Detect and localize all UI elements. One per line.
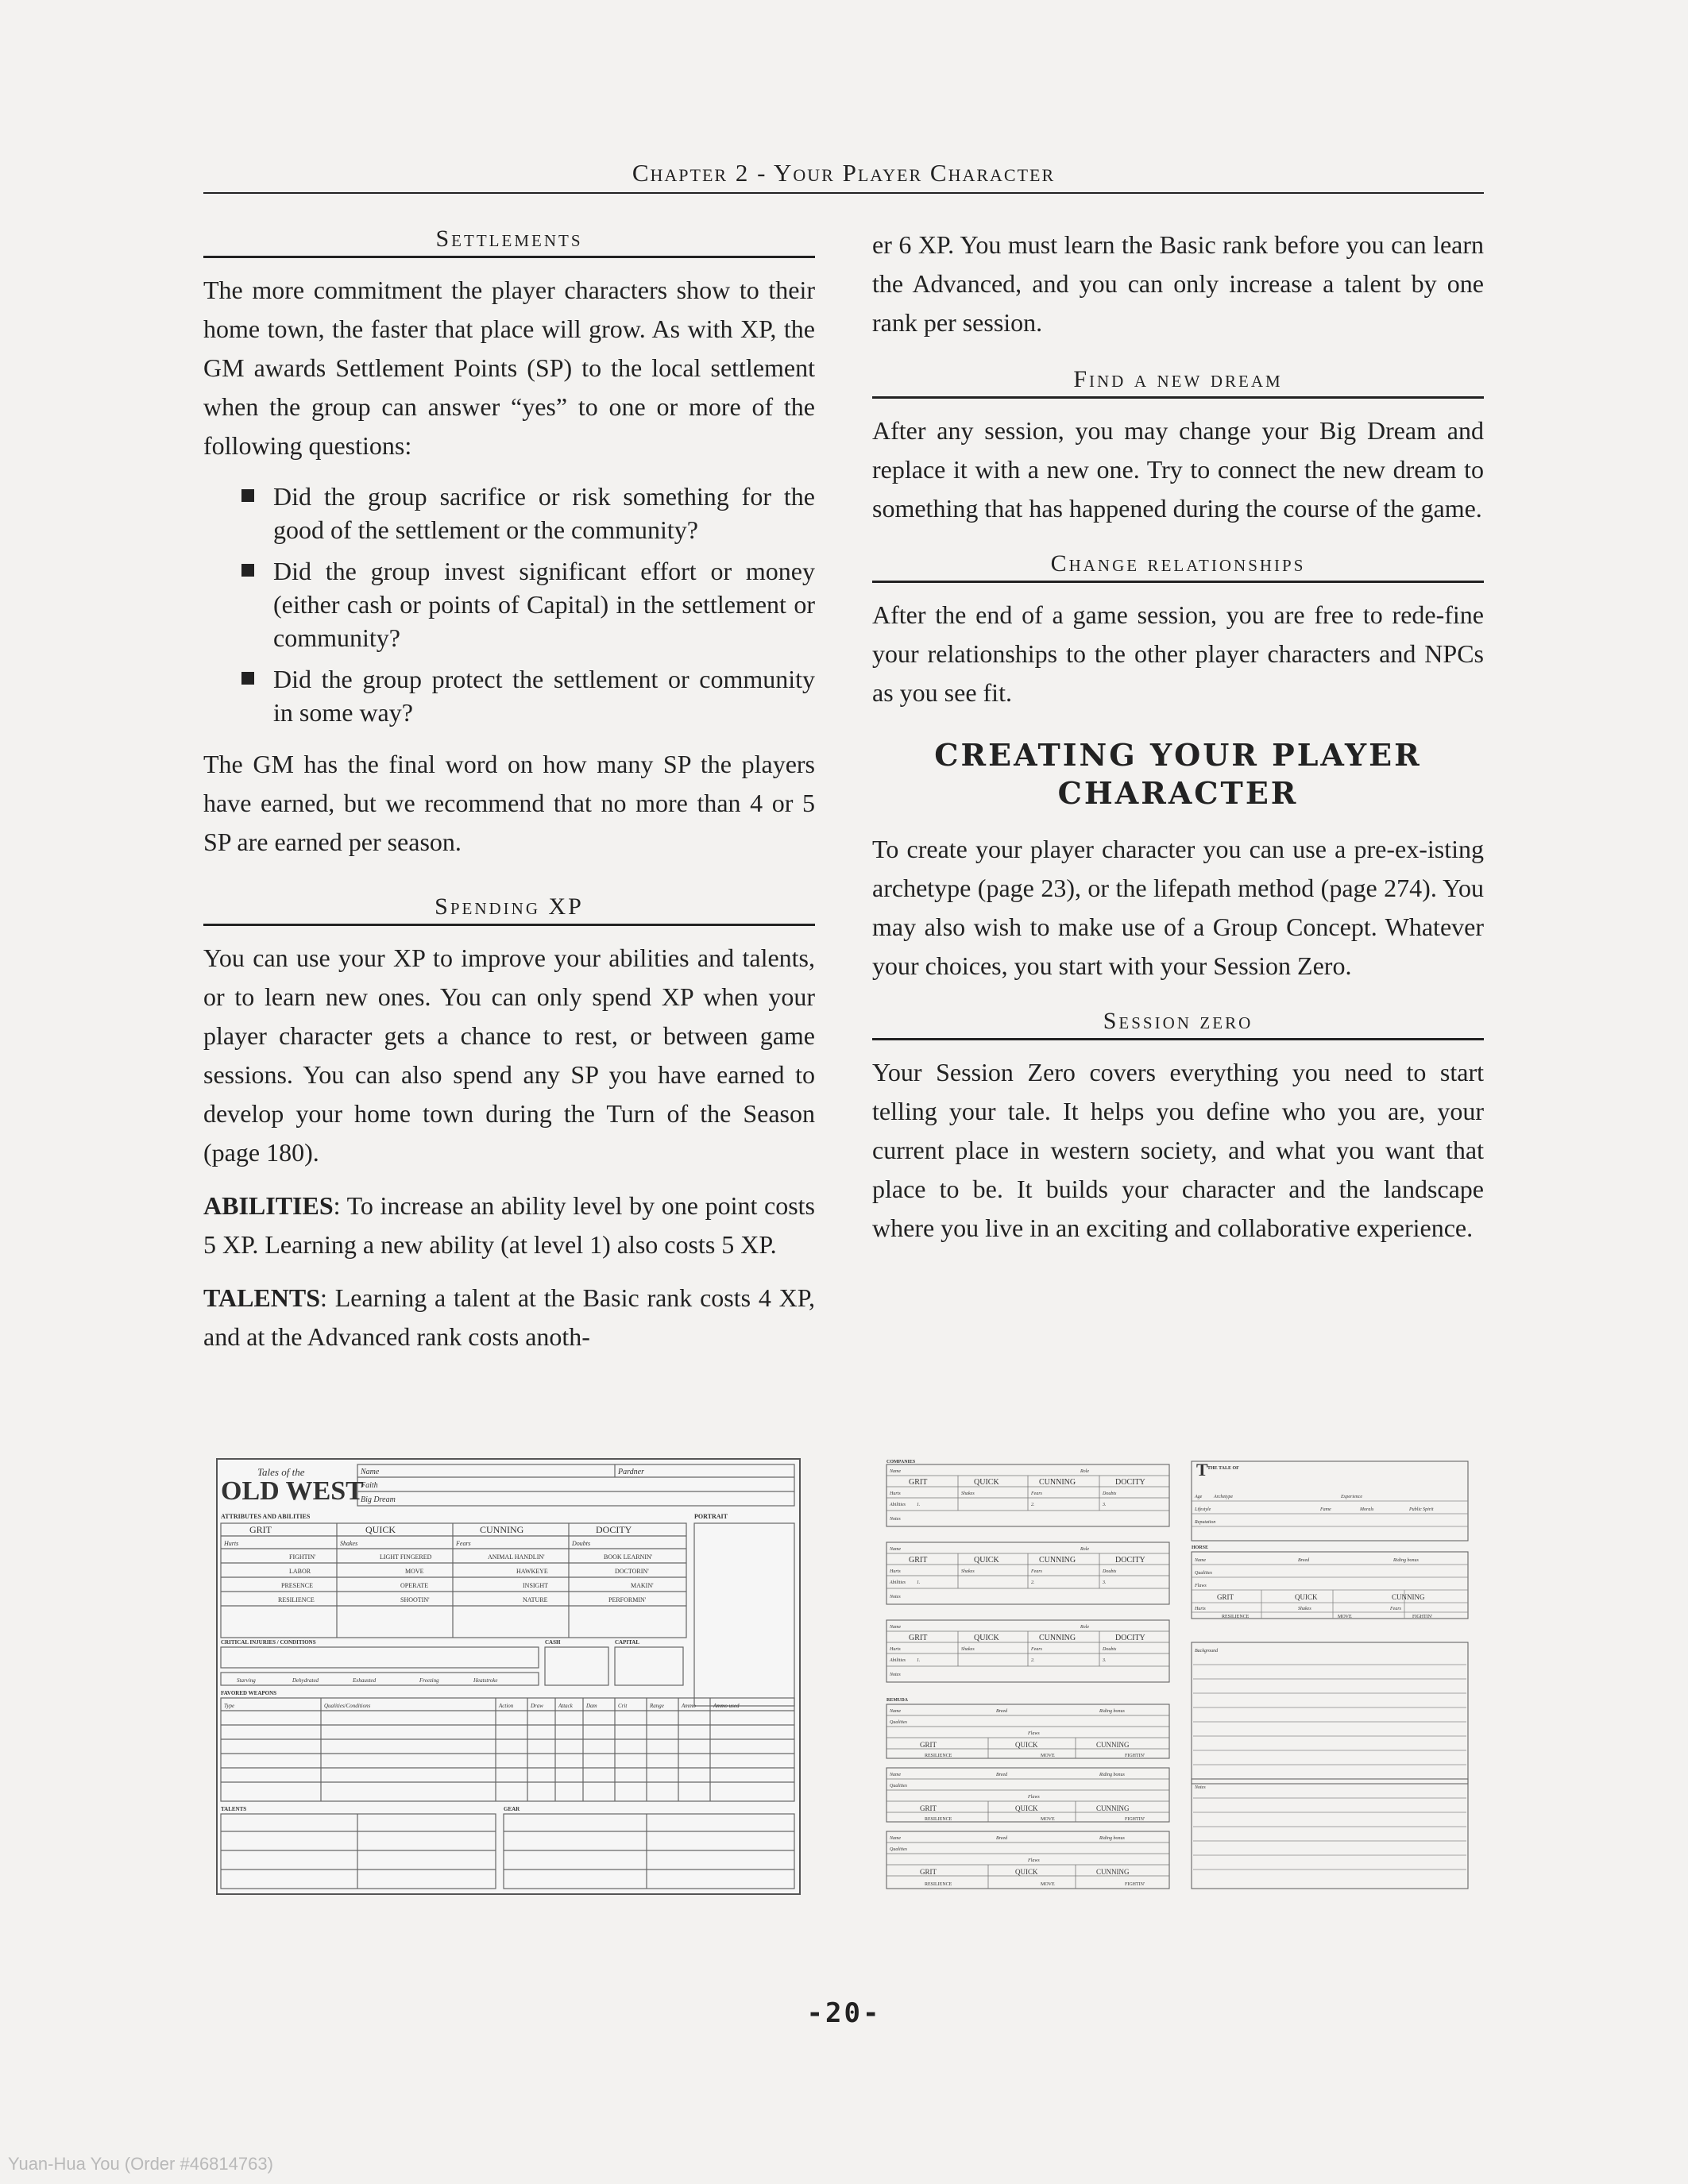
creating-character-body: To create your player character you can use a pre-ex-isting archetype (page 23), or the lifepath method (page 274). You may also wish to make use of a Group Concept. Whatever your choices, you start with your Session Zero. <box>872 835 1484 980</box>
sheet-field-label: Pardner <box>618 1468 644 1476</box>
sheet-ability: NATURE <box>523 1596 548 1603</box>
sheet-condition: Heatstroke <box>473 1677 498 1684</box>
list-item: Did the group invest significant effort or money (either cash or points of Capital) in the settlement or community? <box>241 554 815 654</box>
list-item: Did the group protect the settlement or community in some way? <box>241 662 815 729</box>
sheet-section-label: PORTRAIT <box>694 1513 728 1520</box>
companion-attribute: QUICK <box>974 1634 999 1642</box>
settlements-closing: The GM has the final word on how many SP the players have earned, but we recommend that no more than 4 or 5 SP are earned per season. <box>203 750 815 856</box>
tale-ability: MOVE <box>1338 1615 1352 1619</box>
horse-attribute: QUICK <box>1015 1804 1038 1812</box>
companion-notes-label: Notes <box>890 1673 901 1677</box>
order-watermark: Yuan-Hua You (Order #46814763) <box>8 2154 273 2174</box>
talents-paragraph <box>203 1279 815 1356</box>
companion-attribute: QUICK <box>974 1478 999 1487</box>
remuda-label: REMUDA <box>886 1698 908 1703</box>
companion-attr-sub: Doubts <box>1103 1491 1117 1496</box>
horse-ability: FIGHTIN' <box>1125 1754 1145 1758</box>
chapter-title: Chapter 2 - Your Player Character <box>632 159 1056 187</box>
find-dream-heading: Find a new dream <box>872 366 1484 399</box>
companion-notes-label: Notes <box>890 1595 901 1599</box>
companion-role-label: Role <box>1080 1469 1089 1474</box>
companion-ability-num: 2. <box>1031 1658 1035 1663</box>
companion-notes-label: Notes <box>890 1517 901 1522</box>
companion-attribute: GRIT <box>909 1556 928 1565</box>
session-zero-body: Your Session Zero covers everything you need to start telling your tale. It helps you define who you are, your current place in western society, and what you want that place to be. It builds your character and the landscape where you live in an exciting and collaborative experience. <box>872 1058 1484 1242</box>
tale-field-label: Age <box>1195 1495 1203 1499</box>
companion-attr-sub: Hurts <box>890 1491 901 1496</box>
sheet-section-label: CAPITAL <box>615 1639 639 1646</box>
talents-label: TALENTS <box>203 1283 321 1312</box>
companion-attr-sub: Fears <box>1031 1647 1042 1652</box>
sheet-ability: LABOR <box>289 1568 311 1575</box>
sheet-field-label: Name <box>361 1468 380 1476</box>
sheet-attr-sub: Fears <box>456 1540 471 1547</box>
page-number: -20- <box>806 1997 882 2029</box>
horse-riding-bonus-label: Riding bonus <box>1099 1709 1125 1714</box>
abilities-paragraph <box>203 1187 815 1264</box>
left-column <box>203 226 815 1371</box>
square-bullet-icon <box>241 672 254 685</box>
companion-ability-num: 3. <box>1103 1503 1107 1507</box>
sheet-attr-sub: Doubts <box>572 1540 591 1547</box>
horse-riding-bonus-label: Riding bonus <box>1099 1773 1125 1777</box>
tale-field-label: Morals <box>1360 1507 1374 1512</box>
tale-horse-field: Riding bonus <box>1393 1558 1419 1563</box>
horse-breed-label: Breed <box>996 1836 1008 1841</box>
companion-role-label: Role <box>1080 1625 1089 1630</box>
sheet-weapon-col: Range <box>650 1703 664 1709</box>
horse-name-label: Name <box>890 1836 901 1841</box>
companion-attribute: CUNNING <box>1039 1556 1076 1565</box>
tale-sheet-drawing <box>1190 1457 1470 1892</box>
sheet-ability: FIGHTIN' <box>289 1553 316 1561</box>
companion-attr-sub: Fears <box>1031 1491 1042 1496</box>
abilities-label: ABILITIES <box>203 1191 334 1220</box>
companion-ability-num: 1. <box>917 1658 921 1663</box>
sheet-ability: RESILIENCE <box>278 1596 315 1603</box>
horse-attribute: QUICK <box>1015 1741 1038 1749</box>
companion-attr-sub: Fears <box>1031 1569 1042 1574</box>
sheet-ability: DOCTORIN' <box>615 1568 649 1575</box>
companion-attr-sub: Shakes <box>961 1491 975 1496</box>
sheet-field-label: Faith <box>361 1481 378 1490</box>
companion-attr-sub: Doubts <box>1103 1569 1117 1574</box>
tale-field-label: Archetype <box>1214 1495 1234 1499</box>
right-column <box>872 226 1484 1262</box>
list-item: Did the group sacrifice or risk something for the good of the settlement or the community? <box>241 480 815 546</box>
sheet-condition: Dehydrated <box>292 1677 319 1684</box>
change-relationships-heading: Change relationships <box>872 550 1484 583</box>
companion-abilities-label: Abilities <box>890 1658 906 1663</box>
horse-breed-label: Breed <box>996 1773 1008 1777</box>
companion-ability-num: 2. <box>1031 1503 1035 1507</box>
sheet-condition: Freezing <box>419 1677 439 1684</box>
sheet-attribute: GRIT <box>249 1524 272 1535</box>
sheet-section-label: CASH <box>545 1639 561 1646</box>
talents-text: : Learning a talent at the Basic rank costs 4 XP, and at the Advanced rank costs anoth- <box>203 1283 815 1351</box>
horse-name-label: Name <box>890 1709 901 1714</box>
companion-attr-sub: Doubts <box>1103 1647 1117 1652</box>
tale-attribute: GRIT <box>1217 1593 1234 1601</box>
chapter-header <box>203 159 1484 194</box>
horse-attribute: CUNNING <box>1096 1868 1130 1876</box>
abilities-text: : To increase an ability level by one point costs 5 XP. Learning a new ability (at level 1) also costs 5 XP. <box>203 1191 815 1259</box>
tale-ability: RESILIENCE <box>1222 1615 1250 1619</box>
horse-attribute: CUNNING <box>1096 1804 1130 1812</box>
companion-attribute: GRIT <box>909 1634 928 1642</box>
sheet-ability: BOOK LEARNIN' <box>604 1553 653 1561</box>
settlement-questions-list <box>203 480 815 729</box>
tale-field-label: Reputation <box>1195 1520 1216 1525</box>
horse-qualities-label: Qualities <box>890 1784 907 1788</box>
companion-abilities-label: Abilities <box>890 1503 906 1507</box>
tale-field-label: Lifestyle <box>1195 1507 1211 1512</box>
tale-attribute: QUICK <box>1295 1593 1318 1601</box>
horse-ability: RESILIENCE <box>925 1754 952 1758</box>
companion-abilities-label: Abilities <box>890 1580 906 1585</box>
companion-attribute: DOCITY <box>1115 1634 1145 1642</box>
sheet-attribute: QUICK <box>365 1524 396 1535</box>
sheet-condition: Exhausted <box>353 1677 377 1684</box>
horse-ability: RESILIENCE <box>925 1882 952 1887</box>
companion-ability-num: 3. <box>1103 1580 1107 1585</box>
tale-horse-field: Breed <box>1298 1558 1310 1563</box>
sheet-attr-sub: Shakes <box>340 1540 358 1547</box>
spending-xp-body: You can use your XP to improve your abilities and talents, or to learn new ones. You can only spend XP when your player character gets a chance to rest, or between game sessions. You can also spend any SP you have earned to develop your home town during the Turn of the Season (page 180). <box>203 943 815 1167</box>
sheet-weapon-col: Dam <box>586 1703 597 1709</box>
tale-field-label: Experience <box>1341 1495 1362 1499</box>
sheet-weapon-col: Attack <box>558 1703 573 1709</box>
tale-attr-sub: Fears <box>1390 1607 1401 1611</box>
tale-horse-field: Flaws <box>1195 1584 1207 1588</box>
horse-ability: MOVE <box>1041 1882 1055 1887</box>
settlements-intro: The more commitment the player characters show to their home town, the faster that place will grow. As with XP, the GM awards Settlement Points (SP) to the local settlement when the group can answer “yes” to one or more of the following questions: <box>203 276 815 460</box>
horse-attribute: GRIT <box>920 1868 937 1876</box>
sheet-ability: INSIGHT <box>523 1582 548 1589</box>
companion-name-label: Name <box>890 1625 901 1630</box>
companion-ability-num: 1. <box>917 1580 921 1585</box>
companion-attr-sub: Shakes <box>961 1569 975 1574</box>
tale-drop-cap-icon: T <box>1196 1460 1208 1480</box>
companion-ability-num: 2. <box>1031 1580 1035 1585</box>
horse-ability: FIGHTIN' <box>1125 1817 1145 1822</box>
creating-character-heading: CREATING YOUR PLAYER CHARACTER <box>934 737 1422 811</box>
sheet-weapon-col: Draw <box>531 1703 543 1709</box>
sheet-section-label: TALENTS <box>221 1806 247 1812</box>
sheet-ability: OPERATE <box>400 1582 429 1589</box>
sheet-ability: PRESENCE <box>281 1582 314 1589</box>
sheet-weapon-col: Type <box>224 1703 235 1709</box>
character-sheet-drawing <box>218 1460 799 1893</box>
sheet-ability: HAWKEYE <box>516 1568 548 1575</box>
sheet-logo: OLD WEST <box>221 1476 364 1506</box>
tale-horse-field: Name <box>1195 1558 1206 1563</box>
tale-horse-label: HORSE <box>1192 1545 1209 1550</box>
sheet-weapon-col: Ammo <box>682 1703 696 1709</box>
sheet-weapon-col: Crit <box>618 1703 628 1709</box>
companion-attribute: GRIT <box>909 1478 928 1487</box>
sheet-ability: MAKIN' <box>631 1582 654 1589</box>
character-sheet-image <box>216 1458 801 1895</box>
sheet-attr-sub: Hurts <box>224 1540 239 1547</box>
sheet-ability: LIGHT FINGERED <box>380 1553 432 1561</box>
companion-attr-sub: Hurts <box>890 1647 901 1652</box>
sheet-section-label: CRITICAL INJURIES / CONDITIONS <box>221 1639 316 1646</box>
tale-ability: FIGHTIN' <box>1412 1615 1433 1619</box>
horse-flaws-label: Flaws <box>1028 1858 1040 1863</box>
tale-sheet-image <box>1190 1457 1470 1892</box>
horse-qualities-label: Qualities <box>890 1847 907 1852</box>
sheet-ability: SHOOTIN' <box>400 1596 430 1603</box>
sheet-weapon-col: Qualities/Conditions <box>324 1703 371 1709</box>
sheet-logo-small: Tales of the <box>257 1466 305 1478</box>
spending-xp-heading: Spending XP <box>203 893 815 926</box>
horse-breed-label: Breed <box>996 1709 1008 1714</box>
square-bullet-icon <box>241 564 254 577</box>
sheet-attribute: DOCITY <box>596 1524 632 1535</box>
tale-title-label: THE TALE OF <box>1207 1466 1239 1471</box>
sheet-ability: PERFORMIN' <box>608 1596 647 1603</box>
sheet-ability: ANIMAL HANDLIN' <box>488 1553 545 1561</box>
companion-role-label: Role <box>1080 1547 1089 1552</box>
sheet-section-label: FAVORED WEAPONS <box>221 1690 277 1696</box>
sheet-section-label: GEAR <box>504 1806 520 1812</box>
session-zero-heading: Session zero <box>872 1008 1484 1040</box>
find-dream-body: After any session, you may change your Big Dream and replace it with a new one. Try to connect the new dream to something that has happened during the course of the game. <box>872 416 1484 523</box>
sheet-weapon-col: Action <box>499 1703 514 1709</box>
tale-field-label: Public Spirit <box>1409 1507 1434 1512</box>
companion-attr-sub: Shakes <box>961 1647 975 1652</box>
companion-attribute: CUNNING <box>1039 1634 1076 1642</box>
horse-attribute: GRIT <box>920 1741 937 1749</box>
companion-ability-num: 3. <box>1103 1658 1107 1663</box>
companion-attribute: DOCITY <box>1115 1556 1145 1565</box>
sheet-section-label: ATTRIBUTES AND ABILITIES <box>221 1513 311 1520</box>
horse-attribute: CUNNING <box>1096 1741 1130 1749</box>
companion-attribute: QUICK <box>974 1556 999 1565</box>
tale-notes-label: Notes <box>1195 1785 1206 1790</box>
horse-ability: RESILIENCE <box>925 1817 952 1822</box>
companies-sheet-drawing <box>885 1457 1171 1892</box>
companies-label: COMPANIES <box>886 1460 916 1464</box>
sheet-attribute: CUNNING <box>480 1524 524 1535</box>
horse-attribute: GRIT <box>920 1804 937 1812</box>
companion-ability-num: 1. <box>917 1503 921 1507</box>
settlements-heading: Settlements <box>203 226 815 258</box>
sheet-condition: Starving <box>237 1677 256 1684</box>
tale-attribute: CUNNING <box>1392 1593 1425 1601</box>
sheet-field-label: Big Dream <box>361 1495 396 1504</box>
square-bullet-icon <box>241 489 254 502</box>
horse-ability: MOVE <box>1041 1817 1055 1822</box>
horse-attribute: QUICK <box>1015 1868 1038 1876</box>
horse-flaws-label: Flaws <box>1028 1795 1040 1800</box>
horse-flaws-label: Flaws <box>1028 1731 1040 1736</box>
talents-continuation: er 6 XP. You must learn the Basic rank before you can learn the Advanced, and you can only increase a talent by one rank per session. <box>872 230 1484 337</box>
companies-sheet-image <box>885 1457 1171 1892</box>
tale-background-label: Background <box>1195 1649 1219 1653</box>
tale-field-label: Fame <box>1320 1507 1331 1512</box>
tale-horse-field: Qualities <box>1195 1571 1212 1576</box>
change-relationships-body: After the end of a game session, you are free to rede-fine your relationships to the other player characters and NPCs as you see fit. <box>872 600 1484 707</box>
companion-attr-sub: Hurts <box>890 1569 901 1574</box>
tale-attr-sub: Shakes <box>1298 1607 1311 1611</box>
sheet-weapon-col: Ammo used <box>713 1703 740 1709</box>
horse-riding-bonus-label: Riding bonus <box>1099 1836 1125 1841</box>
horse-qualities-label: Qualities <box>890 1720 907 1725</box>
horse-name-label: Name <box>890 1773 901 1777</box>
companion-name-label: Name <box>890 1547 901 1552</box>
tale-attr-sub: Hurts <box>1195 1607 1206 1611</box>
companion-attribute: CUNNING <box>1039 1478 1076 1487</box>
horse-ability: FIGHTIN' <box>1125 1882 1145 1887</box>
sheet-ability: MOVE <box>405 1568 424 1575</box>
horse-ability: MOVE <box>1041 1754 1055 1758</box>
companion-attribute: DOCITY <box>1115 1478 1145 1487</box>
companion-name-label: Name <box>890 1469 901 1474</box>
